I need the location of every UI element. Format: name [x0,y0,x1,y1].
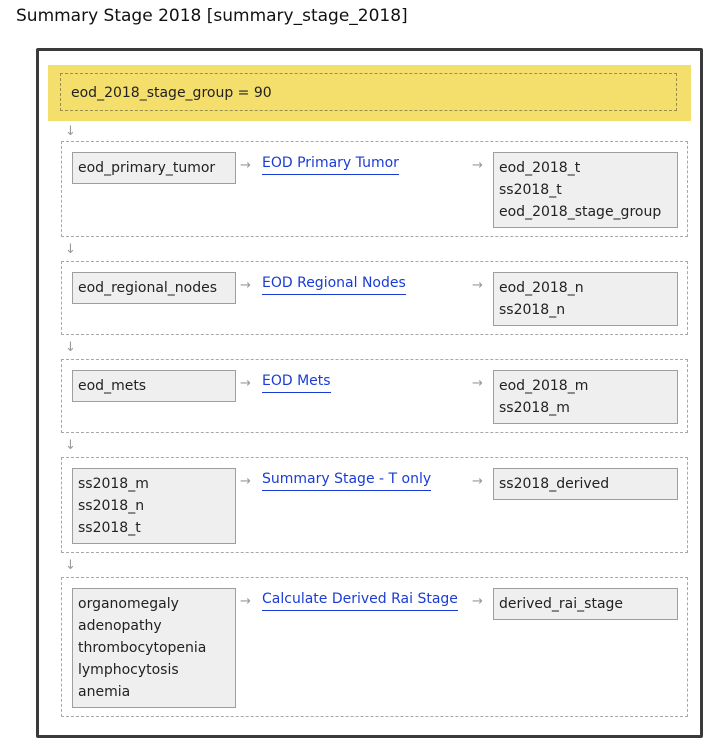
output-field: ss2018_m [499,400,570,416]
right-arrow-icon: → [240,376,251,391]
function-link-eod-mets[interactable]: EOD Mets [262,372,331,393]
function-link-eod-primary-tumor[interactable]: EOD Primary Tumor [262,154,399,175]
input-box [72,272,236,304]
function-link-calculate-derived-rai-stage[interactable]: Calculate Derived Rai Stage [262,590,458,611]
input-field: adenopathy [78,618,162,634]
down-arrow-icon: ↓ [65,242,76,257]
input-box [72,588,236,708]
output-field: ss2018_n [499,302,566,318]
step-eod-primary-tumor [61,141,688,237]
input-box [72,152,236,184]
right-arrow-icon: → [472,158,483,173]
right-arrow-icon: → [240,278,251,293]
right-arrow-icon: → [472,278,483,293]
output-field: derived_rai_stage [499,596,624,612]
output-field: ss2018_t [499,182,562,198]
page-title: Summary Stage 2018 [summary_stage_2018] [16,6,408,26]
input-field: anemia [78,684,131,700]
output-box [493,588,678,620]
input-field: ss2018_m [78,476,149,492]
output-field: eod_2018_n [499,280,584,296]
function-link-summary-stage-t-only[interactable]: Summary Stage - T only [262,470,431,491]
input-field: ss2018_t [78,520,141,536]
condition-header [48,65,691,121]
right-arrow-icon: → [240,594,251,609]
output-box [493,152,678,228]
step-eod-regional-nodes [61,261,688,335]
right-arrow-icon: → [240,474,251,489]
output-field: ss2018_derived [499,476,610,492]
input-field: ss2018_n [78,498,145,514]
input-field: organomegaly [78,596,179,612]
input-box [72,468,236,544]
step-calculate-derived-rai-stage [61,577,688,717]
right-arrow-icon: → [472,376,483,391]
right-arrow-icon: → [472,474,483,489]
output-box [493,370,678,424]
output-field: eod_2018_stage_group [499,204,662,220]
input-field: lymphocytosis [78,662,179,678]
flow-frame [36,48,703,738]
output-box [493,272,678,326]
down-arrow-icon: ↓ [65,438,76,453]
input-field: eod_primary_tumor [78,160,216,176]
step-eod-mets [61,359,688,433]
down-arrow-icon: ↓ [65,340,76,355]
function-link-eod-regional-nodes[interactable]: EOD Regional Nodes [262,274,406,295]
output-field: eod_2018_t [499,160,581,176]
down-arrow-icon: ↓ [65,124,76,139]
input-box [72,370,236,402]
output-box [493,468,678,500]
step-summary-stage-t-only [61,457,688,553]
down-arrow-icon: ↓ [65,558,76,573]
output-field: eod_2018_m [499,378,589,394]
right-arrow-icon: → [472,594,483,609]
input-field: thrombocytopenia [78,640,207,656]
input-field: eod_regional_nodes [78,280,218,296]
condition-text: eod_2018_stage_group = 90 [60,73,677,111]
input-field: eod_mets [78,378,147,394]
right-arrow-icon: → [240,158,251,173]
